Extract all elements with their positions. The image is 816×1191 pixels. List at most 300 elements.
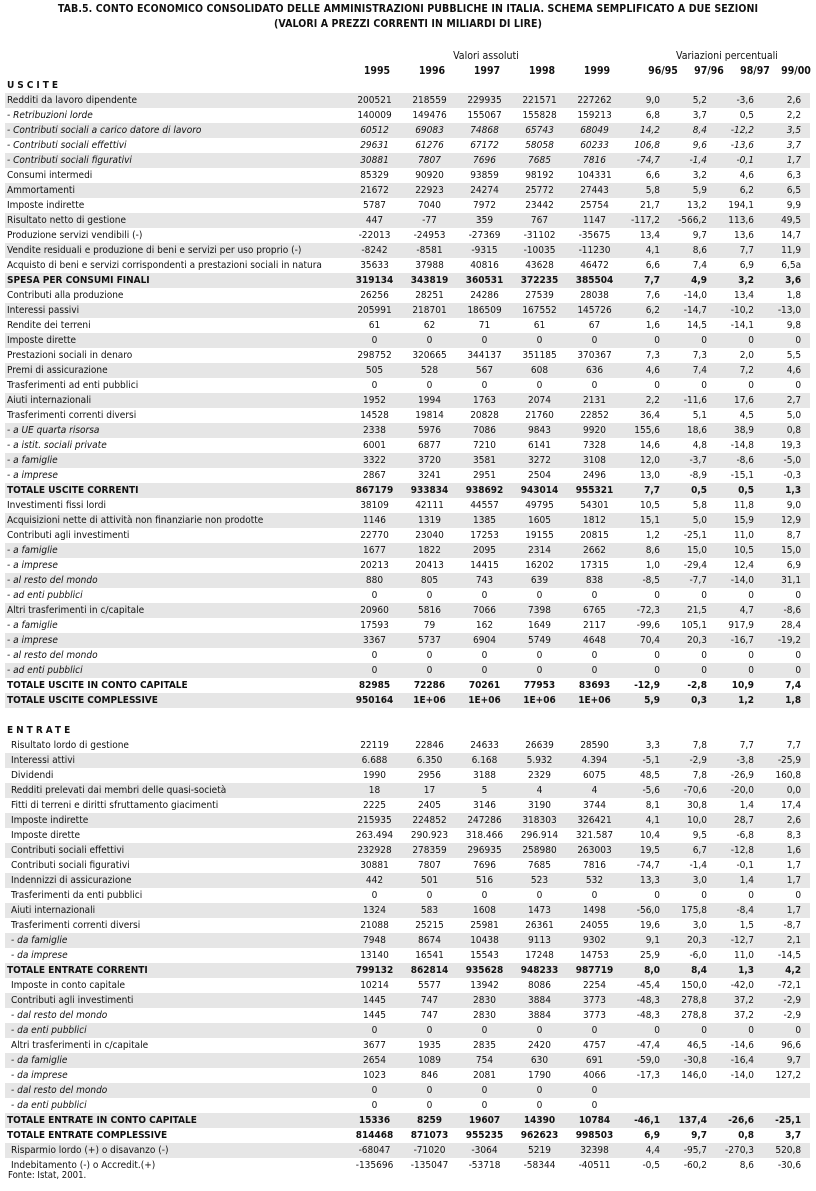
value-cell: 5749 — [512, 633, 567, 648]
value-cell: 2329 — [528, 770, 551, 781]
value-cell: 258980 — [512, 843, 567, 858]
percent-cell: 0 — [701, 380, 707, 391]
row-label: Risultato netto di gestione — [5, 213, 347, 228]
value-cell: 0 — [512, 1023, 567, 1038]
value-cell: 8086 — [528, 980, 551, 991]
value-cell: -68047 — [347, 1143, 402, 1158]
percent-cell: 7,7 — [622, 273, 669, 288]
value-cell: 0 — [591, 890, 598, 901]
value-cell: 6001 — [363, 440, 386, 451]
value-cell: 263.494 — [355, 830, 394, 841]
value-cell: 3884 — [512, 993, 567, 1008]
table-row — [5, 1038, 810, 1053]
value-cell: 2662 — [567, 543, 622, 558]
percent-cell: 7,4 — [785, 680, 802, 691]
value-cell: 1146 — [347, 513, 402, 528]
value-cell: 32398 — [567, 1143, 622, 1158]
table-row — [5, 648, 810, 663]
row-label: - dal resto del mondo — [5, 1083, 347, 1098]
row-label: Trasferimenti correnti diversi — [7, 410, 137, 421]
table-row — [5, 183, 810, 198]
value-cell: 14390 — [512, 1113, 567, 1128]
percent-cell: 1,7 — [763, 903, 810, 918]
percent-cell: -117,2 — [622, 213, 669, 228]
percent-cell: 3,0 — [692, 920, 707, 931]
row-label: Contributi sociali effettivi — [5, 843, 347, 858]
value-cell: 7807 — [402, 153, 457, 168]
value-cell: 21088 — [360, 920, 389, 931]
value-cell: 2830 — [457, 993, 512, 1008]
row-label: Indennizzi di assicurazione — [5, 873, 347, 888]
row-label: - Contributi sociali figurativi — [5, 153, 347, 168]
row-label: Investimenti fissi lordi — [7, 500, 106, 511]
value-cell: 0 — [481, 890, 488, 901]
percent-cell: -14,1 — [730, 320, 754, 331]
value-cell: 1608 — [457, 903, 512, 918]
value-cell: 54301 — [580, 500, 609, 511]
percent-cell: -14,7 — [669, 303, 716, 318]
percent-cell: -12,7 — [716, 933, 763, 948]
value-cell: 1385 — [457, 513, 512, 528]
value-cell: 22852 — [580, 410, 609, 421]
percent-cell: 6,9 — [644, 1130, 660, 1141]
percent-cell: 13,4 — [639, 230, 660, 241]
value-cell: -11230 — [567, 243, 622, 258]
row-label: Risultato lordo di gestione — [11, 740, 129, 751]
row-label: Imposte dirette — [5, 333, 347, 348]
value-cell: 74868 — [457, 123, 512, 138]
value-cell: 10438 — [457, 933, 512, 948]
percent-cell: 5,5 — [786, 350, 802, 361]
value-cell: 1473 — [512, 903, 567, 918]
row-label: Aiuti internazionali — [5, 903, 347, 918]
value-cell: 93859 — [470, 170, 499, 181]
percent-cell: 1,3 — [716, 963, 763, 978]
value-cell: 639 — [512, 573, 567, 588]
value-cell: 28590 — [580, 740, 609, 751]
value-cell: -10035 — [512, 243, 567, 258]
table-row — [5, 993, 810, 1008]
percent-cell: -26,6 — [716, 1113, 763, 1128]
percent-cell: 0 — [748, 590, 754, 601]
percent-cell: -5,0 — [763, 453, 810, 468]
value-cell: 0 — [426, 1100, 433, 1111]
table-row — [5, 333, 810, 348]
percent-cell: 2,7 — [763, 393, 810, 408]
table-row — [5, 483, 810, 498]
table-row — [5, 768, 810, 783]
value-cell: 0 — [402, 333, 457, 348]
source-note: Fonte: Istat, 2001. — [8, 1170, 87, 1181]
value-cell: 69083 — [402, 123, 457, 138]
value-cell: 7398 — [512, 603, 567, 618]
percent-cell — [716, 1083, 763, 1098]
percent-cell: 4,4 — [622, 1143, 669, 1158]
row-label: Trasferimenti ad enti pubblici — [7, 380, 139, 391]
percent-cell: -25,1 — [683, 530, 707, 541]
value-cell: 2504 — [528, 470, 551, 481]
table-row — [5, 288, 810, 303]
table-row — [5, 693, 810, 708]
percent-cell: 3,7 — [786, 140, 802, 151]
percent-cell: -30,8 — [669, 1053, 716, 1068]
year-header: 1999 — [583, 65, 611, 77]
section-label: ENTRATE — [7, 725, 74, 736]
percent-cell: 4,1 — [622, 243, 669, 258]
percent-cell: 3,0 — [669, 873, 716, 888]
value-cell: 26639 — [525, 740, 554, 751]
value-cell: 298752 — [357, 350, 392, 361]
value-cell: 1319 — [402, 513, 457, 528]
value-cell: 0 — [481, 380, 488, 391]
value-cell: 838 — [567, 573, 622, 588]
percent-cell: -14,6 — [730, 1040, 754, 1051]
value-cell: 3241 — [418, 470, 441, 481]
value-cell: 159213 — [577, 110, 612, 121]
value-cell: 2254 — [583, 980, 606, 991]
spacer-row — [5, 708, 810, 723]
value-cell: 567 — [457, 363, 512, 378]
percent-cell: 4,8 — [692, 440, 707, 451]
row-label: - al resto del mondo — [5, 573, 347, 588]
table-row — [5, 858, 810, 873]
value-cell: 58058 — [525, 140, 554, 151]
value-cell: 846 — [420, 1070, 439, 1081]
percent-cell: 0 — [716, 1023, 763, 1038]
value-cell: 2405 — [418, 800, 441, 811]
percent-cell: 10,0 — [669, 813, 716, 828]
percent-cell: 6,2 — [716, 183, 763, 198]
percent-cell: 0 — [716, 333, 763, 348]
table-row — [5, 918, 810, 933]
percent-cell: -25,1 — [763, 1113, 810, 1128]
value-cell: 5787 — [363, 200, 386, 211]
value-cell: 0 — [426, 380, 433, 391]
percent-cell: 12,0 — [622, 453, 669, 468]
row-label: Imposte in conto capitale — [11, 980, 126, 991]
value-cell: 90920 — [415, 170, 444, 181]
percent-cell: -48,3 — [622, 993, 669, 1008]
percent-cell: 0 — [763, 1023, 810, 1038]
value-cell: 14753 — [580, 950, 609, 961]
value-cell: 442 — [347, 873, 402, 888]
value-cell: 1445 — [347, 993, 402, 1008]
period-header: 99/00 — [781, 65, 811, 77]
period-header: 97/96 — [694, 65, 724, 77]
percent-cell: 48,5 — [639, 770, 660, 781]
percent-cell: 13,0 — [639, 470, 660, 481]
table-row — [5, 513, 810, 528]
value-cell: 67172 — [470, 140, 499, 151]
row-label: - ad enti pubblici — [5, 663, 347, 678]
percent-cell: 1,8 — [786, 290, 802, 301]
percent-cell: -30,6 — [777, 1160, 802, 1171]
percent-cell: 0 — [654, 590, 660, 601]
percent-cell: 4,2 — [763, 963, 810, 978]
percent-cell: 7,8 — [692, 740, 707, 751]
value-cell: -3064 — [457, 1143, 512, 1158]
value-cell: 5 — [457, 783, 512, 798]
table-row — [5, 198, 810, 213]
value-cell: 343819 — [402, 273, 457, 288]
value-cell: 17593 — [360, 620, 389, 631]
percent-cell: 7,8 — [692, 770, 707, 781]
value-cell: 29631 — [360, 140, 389, 151]
value-cell: 0 — [347, 663, 402, 678]
value-cell: 290.923 — [410, 830, 449, 841]
row-label: Indebitamento (-) o Accredit.(+) — [11, 1160, 156, 1171]
percent-cell: -14,0 — [730, 1070, 754, 1081]
table-row — [5, 408, 810, 423]
value-cell: 7685 — [512, 153, 567, 168]
percent-cell: 13,3 — [622, 873, 669, 888]
period-header: 98/97 — [740, 65, 770, 77]
value-cell: 5976 — [402, 423, 457, 438]
row-label: Vendite residuali e produzione di beni e servizi per uso proprio (-) — [5, 243, 347, 258]
value-cell: 224852 — [402, 813, 457, 828]
percent-cell: -11,6 — [669, 393, 716, 408]
table-row — [5, 603, 810, 618]
table-row — [5, 978, 810, 993]
table-row — [5, 543, 810, 558]
value-cell: 0 — [371, 650, 378, 661]
value-cell: 3773 — [583, 1010, 606, 1021]
percent-cell: 2,2 — [786, 110, 802, 121]
value-cell: 61276 — [415, 140, 444, 151]
value-cell: 862814 — [402, 963, 457, 978]
percent-cell: 3,6 — [763, 273, 810, 288]
percent-cell: -8,9 — [689, 470, 707, 481]
value-cell: -53718 — [468, 1160, 501, 1171]
percent-cell: 137,4 — [669, 1113, 716, 1128]
percent-cell: 1,4 — [739, 800, 754, 811]
value-cell: 14415 — [470, 560, 499, 571]
value-cell: 40816 — [470, 260, 499, 271]
table-row — [5, 1008, 810, 1023]
value-cell: 0 — [536, 380, 543, 391]
percent-cell: -2,9 — [763, 993, 810, 1008]
table-row — [5, 1083, 810, 1098]
row-label: Contributi agli investimenti — [7, 530, 130, 541]
value-cell: 351185 — [522, 350, 557, 361]
value-cell: 630 — [512, 1053, 567, 1068]
value-cell: 2081 — [473, 1070, 496, 1081]
row-label: - da famiglie — [5, 933, 347, 948]
row-label: Ammortamenti — [5, 183, 347, 198]
value-cell: -77 — [402, 213, 457, 228]
percent-cell: 4,6 — [763, 363, 810, 378]
percent-cell — [669, 1098, 716, 1113]
table-row — [5, 108, 810, 123]
value-cell: 5737 — [402, 633, 457, 648]
value-cell: -22013 — [358, 230, 391, 241]
value-cell: 3322 — [347, 453, 402, 468]
header-percent-changes: Variazioni percentuali — [676, 50, 778, 62]
value-cell: 320665 — [412, 350, 447, 361]
value-cell: 35633 — [360, 260, 389, 271]
value-cell: 215935 — [347, 813, 402, 828]
value-cell: 1324 — [347, 903, 402, 918]
row-label: Acquisizioni nette di attività non finanziarie non prodotte — [5, 513, 347, 528]
value-cell: 72286 — [413, 680, 446, 691]
percent-cell: 7,7 — [739, 740, 754, 751]
percent-cell: 30,8 — [686, 800, 707, 811]
row-label: Contributi sociali figurativi — [11, 860, 130, 871]
row-label: - Retribuzioni lorde — [7, 110, 93, 121]
percent-cell: 19,5 — [622, 843, 669, 858]
row-label: - a famiglie — [7, 620, 58, 631]
value-cell: -8242 — [347, 243, 402, 258]
table-row — [5, 738, 810, 753]
value-cell: 754 — [457, 1053, 512, 1068]
percent-cell: 14,5 — [686, 320, 707, 331]
percent-cell: -8,4 — [716, 903, 763, 918]
value-cell: 10214 — [360, 980, 389, 991]
percent-cell: 0,5 — [739, 110, 754, 121]
value-cell: 1952 — [347, 393, 402, 408]
table-row — [5, 1128, 810, 1143]
value-cell: 0 — [457, 663, 512, 678]
value-cell: 1E+06 — [567, 693, 622, 708]
value-cell: 0 — [536, 590, 543, 601]
value-cell: 1498 — [567, 903, 622, 918]
value-cell: 49795 — [525, 500, 554, 511]
percent-cell: 6,8 — [645, 110, 660, 121]
percent-cell: 20,3 — [669, 933, 716, 948]
percent-cell: 11,0 — [733, 950, 754, 961]
percent-cell: 1,4 — [716, 873, 763, 888]
row-label: Imposte dirette — [11, 830, 81, 841]
table-row — [5, 378, 810, 393]
value-cell: 83693 — [578, 680, 611, 691]
value-cell: 27443 — [567, 183, 622, 198]
percent-cell: -60,2 — [683, 1160, 707, 1171]
value-cell: 0 — [457, 1083, 512, 1098]
percent-cell: 0,0 — [763, 783, 810, 798]
percent-cell: 1,6 — [645, 320, 660, 331]
row-label: - a imprese — [7, 470, 58, 481]
percent-cell: 0 — [669, 333, 716, 348]
percent-cell: 7,2 — [716, 363, 763, 378]
year-header: 1995 — [363, 65, 391, 77]
percent-cell — [622, 1083, 669, 1098]
table-row — [5, 843, 810, 858]
percent-cell: 13,4 — [733, 290, 754, 301]
percent-cell: -99,6 — [636, 620, 660, 631]
value-cell: 935628 — [457, 963, 512, 978]
value-cell: 0 — [567, 1083, 622, 1098]
row-label: Acquisto di beni e servizi corrispondenti a prestazioni sociali in natura — [7, 260, 322, 271]
percent-cell: 105,1 — [681, 620, 707, 631]
table-row — [5, 168, 810, 183]
value-cell: 933834 — [402, 483, 457, 498]
percent-cell: 6,5a — [781, 260, 802, 271]
value-cell: 799132 — [347, 963, 402, 978]
percent-cell: 0 — [763, 333, 810, 348]
percent-cell: -56,0 — [622, 903, 669, 918]
value-cell: 79 — [423, 620, 436, 631]
value-cell: 0 — [481, 1100, 488, 1111]
table-row — [5, 783, 810, 798]
percent-cell: -6,8 — [736, 830, 754, 841]
section-header — [5, 723, 810, 738]
row-label: - a imprese — [5, 633, 347, 648]
table-row — [5, 273, 810, 288]
value-cell: 61 — [533, 320, 546, 331]
percent-cell: 5,0 — [786, 410, 802, 421]
row-label: Trasferimenti da enti pubblici — [11, 890, 143, 901]
value-cell: 3188 — [473, 770, 496, 781]
percent-cell: 12,4 — [733, 560, 754, 571]
value-cell: 6765 — [567, 603, 622, 618]
percent-cell: -2,9 — [783, 1010, 802, 1021]
value-cell: 25754 — [580, 200, 609, 211]
percent-cell: 13,6 — [733, 230, 754, 241]
percent-cell: -3,7 — [669, 453, 716, 468]
percent-cell: 2,0 — [739, 350, 754, 361]
table-row — [5, 678, 810, 693]
value-cell: 44557 — [470, 500, 499, 511]
percent-cell: 96,6 — [781, 1040, 802, 1051]
value-cell: 3884 — [528, 1010, 551, 1021]
row-label: Dividendi — [11, 770, 54, 781]
value-cell: 71 — [478, 320, 491, 331]
year-header: 1997 — [473, 65, 501, 77]
percent-cell: 1,0 — [645, 560, 660, 571]
value-cell: 278359 — [402, 843, 457, 858]
percent-cell: -10,2 — [716, 303, 763, 318]
row-label: Produzione servizi vendibili (-) — [7, 230, 143, 241]
percent-cell: 10,5 — [639, 500, 660, 511]
value-cell: 17253 — [470, 530, 499, 541]
percent-cell: 175,8 — [669, 903, 716, 918]
value-cell: 950164 — [347, 693, 402, 708]
percent-cell: 37,2 — [733, 1010, 754, 1021]
value-cell: 145726 — [567, 303, 622, 318]
percent-cell: -14,5 — [777, 950, 802, 961]
percent-cell: 15,9 — [716, 513, 763, 528]
value-cell: 263003 — [567, 843, 622, 858]
percent-cell: 28,4 — [781, 620, 802, 631]
percent-cell: -14,0 — [683, 290, 707, 301]
percent-cell: -5,6 — [622, 783, 669, 798]
percent-cell: 1,6 — [763, 843, 810, 858]
value-cell: 7210 — [473, 440, 496, 451]
percent-cell: -0,5 — [642, 1160, 660, 1171]
percent-cell: -3,8 — [716, 753, 763, 768]
value-cell: 155828 — [522, 110, 557, 121]
value-cell: 987719 — [567, 963, 622, 978]
value-cell: 0 — [402, 663, 457, 678]
percent-cell: 10,9 — [731, 680, 754, 691]
value-cell: 1677 — [347, 543, 402, 558]
value-cell: 6.350 — [402, 753, 457, 768]
value-cell: 0 — [371, 590, 378, 601]
percent-cell: 6,7 — [669, 843, 716, 858]
percent-cell: 917,9 — [728, 620, 754, 631]
percent-cell: 6,6 — [645, 260, 660, 271]
percent-cell: 1,3 — [763, 483, 810, 498]
value-cell: 6877 — [418, 440, 441, 451]
percent-cell: 37,2 — [716, 993, 763, 1008]
percent-cell: -2,8 — [687, 680, 707, 691]
percent-cell: 7,4 — [669, 363, 716, 378]
value-cell: 22119 — [360, 740, 389, 751]
value-cell: 528 — [402, 363, 457, 378]
value-cell: 7328 — [583, 440, 606, 451]
percent-cell: -8,7 — [783, 920, 802, 931]
value-cell: 296.914 — [520, 830, 559, 841]
